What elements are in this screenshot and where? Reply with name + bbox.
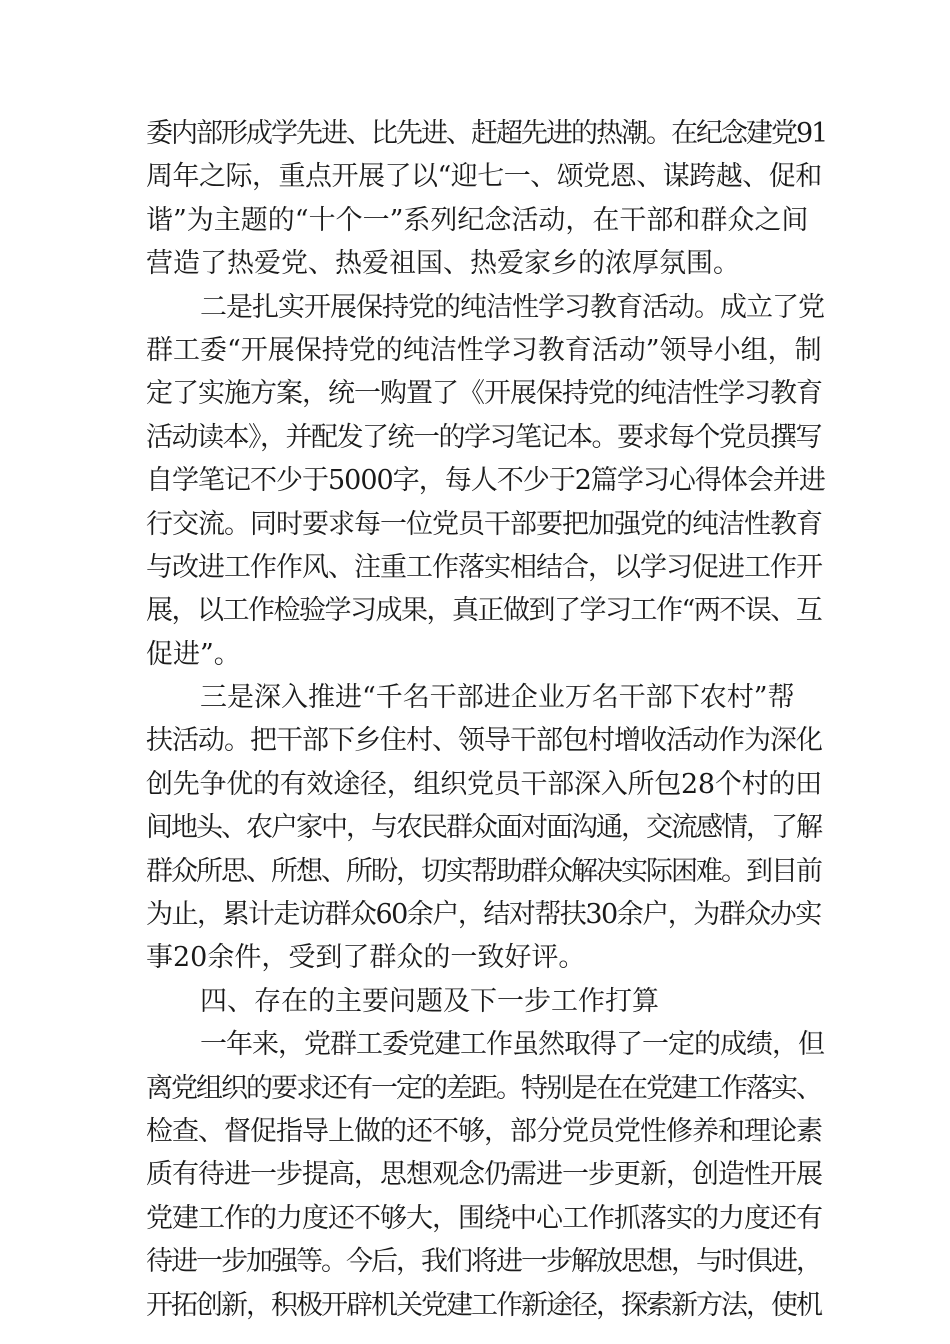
document-line: 离党组织的要求还有一定的差距。特别是在在党建工作落实、 <box>146 1072 821 1104</box>
document-line: 促进”。 <box>146 638 241 670</box>
document-line: 三是深入推进“千名干部进企业万名干部下农村”帮 <box>200 682 795 714</box>
document-line: 谐”为主题的“十个一”系列纪念活动，在干部和群众之间 <box>146 204 809 236</box>
document-line: 四、存在的主要问题及下一步工作打算 <box>200 985 659 1017</box>
document-line: 营造了热爱党、热爱祖国、热爱家乡的浓厚氛围。 <box>146 248 740 280</box>
document-line: 自学笔记不少于5000字，每人不少于2篇学习心得体会并进 <box>146 465 825 497</box>
document-line: 检查、督促指导上做的还不够，部分党员党性修养和理论素 <box>146 1115 822 1147</box>
document-line: 质有待进一步提高，思想观念仍需进一步更新，创造性开展 <box>146 1159 822 1191</box>
document-line: 事20余件，受到了群众的一致好评。 <box>146 942 586 974</box>
document-line: 委内部形成学先进、比先进、赶超先进的热潮。在纪念建党91 <box>146 118 827 149</box>
document-line: 待进一步加强等。今后，我们将进一步解放思想，与时俱进， <box>146 1246 821 1278</box>
document-line: 党建工作的力度还不够大，围绕中心工作抓落实的力度还有 <box>146 1202 822 1234</box>
document-line: 扶活动。把干部下乡住村、领导干部包村增收活动作为深化 <box>146 725 822 757</box>
document-line: 创先争优的有效途径，组织党员干部深入所包28个村的田 <box>146 768 822 800</box>
document-line: 二是扎实开展保持党的纯洁性学习教育活动。成立了党 <box>200 291 824 323</box>
document-line: 间地头、农户家中，与农民群众面对面沟通，交流感情，了解 <box>146 812 821 844</box>
document-line: 群工委“开展保持党的纯洁性学习教育活动”领导小组，制 <box>146 334 822 366</box>
document-body <box>146 112 826 1327</box>
document-line: 与改进工作作风、注重工作落实相结合，以学习促进工作开 <box>146 551 822 583</box>
document-line: 展，以工作检验学习成果，真正做到了学习工作“两不误、互 <box>146 595 822 627</box>
document-line: 群众所思、所想、所盼，切实帮助群众解决实际困难。到目前 <box>146 855 821 887</box>
document-line: 活动读本》，并配发了统一的学习笔记本。要求每个党员撰写 <box>146 421 821 453</box>
document-line: 定了实施方案，统一购置了《开展保持党的纯洁性学习教育 <box>146 378 822 410</box>
document-line: 一年来，党群工委党建工作虽然取得了一定的成绩，但 <box>200 1029 824 1061</box>
document-line: 开拓创新，积极开辟机关党建工作新途径，探索新方法，使机 <box>146 1289 821 1321</box>
document-line: 周年之际，重点开展了以“迎七一、颂党恩、谋跨越、促和 <box>146 161 822 193</box>
document-line: 行交流。同时要求每一位党员干部要把加强党的纯洁性教育 <box>146 508 822 540</box>
document-line: 为止，累计走访群众60余户，结对帮扶30余户，为群众办实 <box>146 899 821 931</box>
